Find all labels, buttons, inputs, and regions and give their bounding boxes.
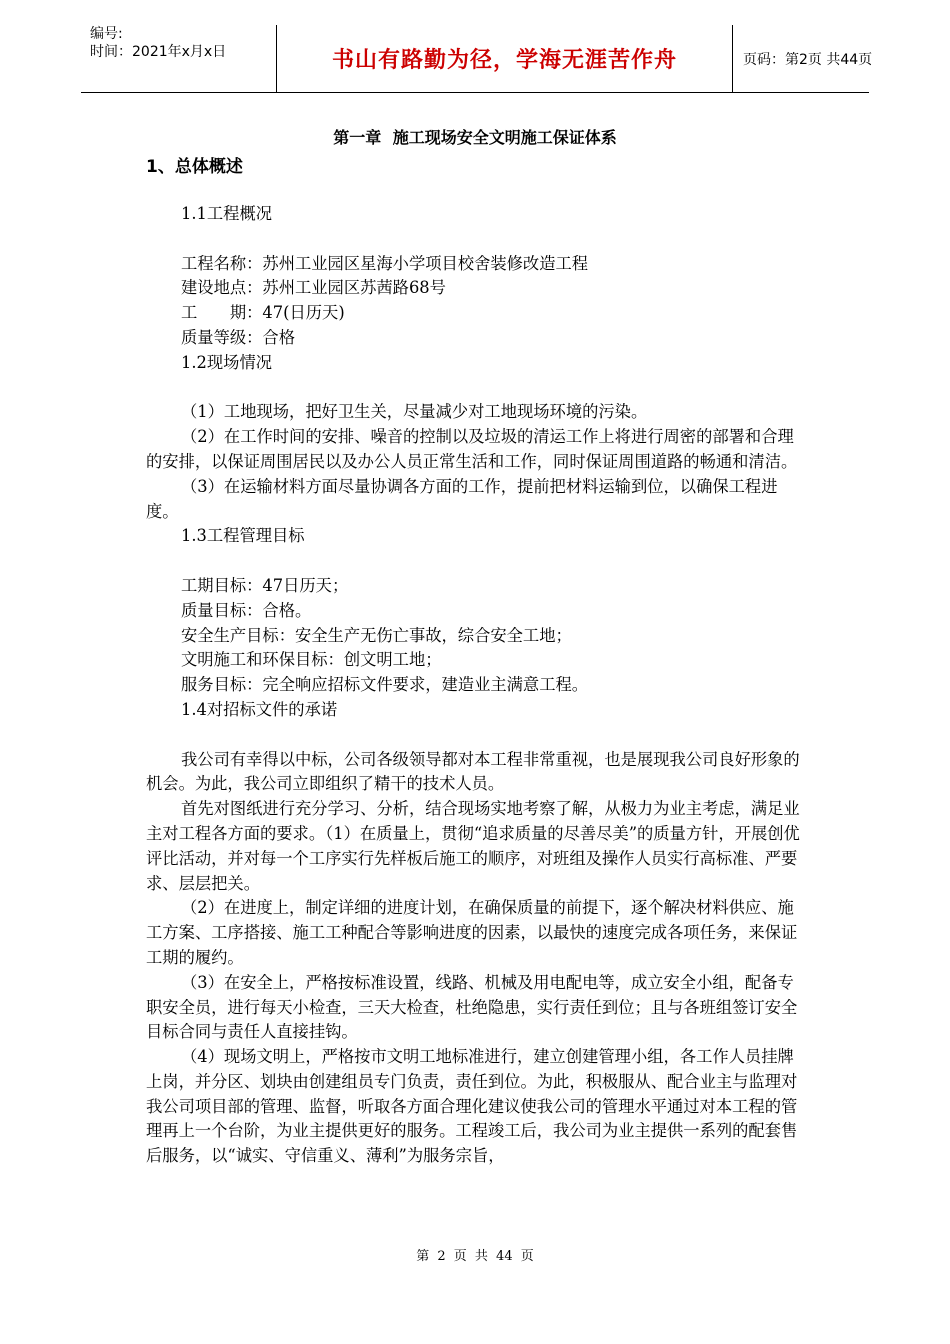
paragraph: （2）在进度上，制定详细的进度计划，在确保质量的前提下，逐个解决材料供应、施工方案、工序搭接、施工工种配合等影响进度的因素，以最快的速度完成各项任务，来保证工期的履约。	[146, 898, 798, 967]
paragraph: 安全生产目标：安全生产无伤亡事故，综合安全工地；	[181, 625, 572, 645]
header-page-info: 页码：第2页 共44页	[743, 51, 873, 68]
paragraph: 工 期：47(日历天)	[181, 303, 345, 323]
paragraph: 服务目标：完全响应招标文件要求，建造业主满意工程。	[181, 675, 589, 695]
section-title: 1、总体概述	[146, 157, 243, 177]
paragraph: 文明施工和环保目标：创文明工地；	[181, 650, 442, 670]
page-footer: 第 2 页 共 44 页	[416, 1249, 534, 1264]
subsection-title: 1.3工程管理目标	[181, 526, 305, 546]
subsection-title: 1.1工程概况	[181, 204, 273, 223]
paragraph: 工程名称：苏州工业园区星海小学项目校舍装修改造工程	[181, 253, 589, 273]
paragraph: 建设地点：苏州工业园区苏茜路68号	[181, 278, 446, 298]
page-header	[81, 25, 873, 93]
paragraph: 我公司有幸得以中标，公司各级领导都对本工程非常重视，也是展现我公司良好形象的机会。为此，我公司立即组织了精干的技术人员。	[146, 749, 800, 794]
header-meta	[81, 25, 277, 92]
paragraph: （3）在安全上，严格按标准设置，线路、机械及用电配电等，成立安全小组，配备专职安全员，进行每天小检查，三天大检查，杜绝隐患，实行责任到位；且与各班组签订安全目标合同与责任人直接挂钩。	[146, 972, 798, 1042]
subsection-title: 1.2现场情况	[181, 352, 273, 372]
chapter-title: 第一章 施工现场安全文明施工保证体系	[333, 128, 617, 147]
paragraph: （2）在工作时间的安排、噪音的控制以及垃圾的清运工作上将进行周密的部署和合理的安排，以保证周围居民以及办公人员正常生活和工作，同时保证周围道路的畅通和清洁。	[146, 427, 798, 471]
number-label: 编号:	[90, 26, 123, 42]
subsection-title: 1.4对招标文件的承诺	[181, 699, 338, 719]
paragraph: （3）在运输材料方面尽量协调各方面的工作，提前把材料运输到位，以确保工程进度。	[146, 476, 778, 521]
document-body	[146, 202, 810, 1169]
paragraph: 质量目标：合格。	[181, 600, 312, 620]
paragraph: 质量等级：合格	[181, 327, 295, 347]
paragraph: （4）现场文明上，严格按市文明工地标准进行，建立创建管理小组，各工作人员挂牌上岗，并分区、划块由创建组员专门负责，责任到位。为此，积极服从、配合业主与监理对我公司项目部的管理、监督，听取各方面合理化建议使我公司的管理水平通过对本工程的管理再上一个台阶，为业主提供更好的服务。工程竣工后，我公司为业主提供一系列的配套售后服务，以“诚实、守信重义、薄利”为服务宗旨，	[146, 1047, 798, 1166]
header-motto: 书山有路勤为径，学海无涯苦作舟	[277, 25, 733, 92]
paragraph: 首先对图纸进行充分学习、分析，结合现场实地考察了解，从极力为业主考虑，满足业主对工程各方面的要求。（1）在质量上，贯彻“追求质量的尽善尽美”的质量方针，开展创优评比活动，并对每一个工序实行先样板后施工的顺序，对班组及操作人员实行高标准、严要求、层层把关。	[146, 799, 800, 893]
paragraph: 工期目标：47日历天；	[181, 575, 349, 595]
paragraph: （1）工地现场，把好卫生关，尽量减少对工地现场环境的污染。	[181, 402, 648, 422]
time-label: 时间：2021年x月x日	[90, 44, 227, 60]
